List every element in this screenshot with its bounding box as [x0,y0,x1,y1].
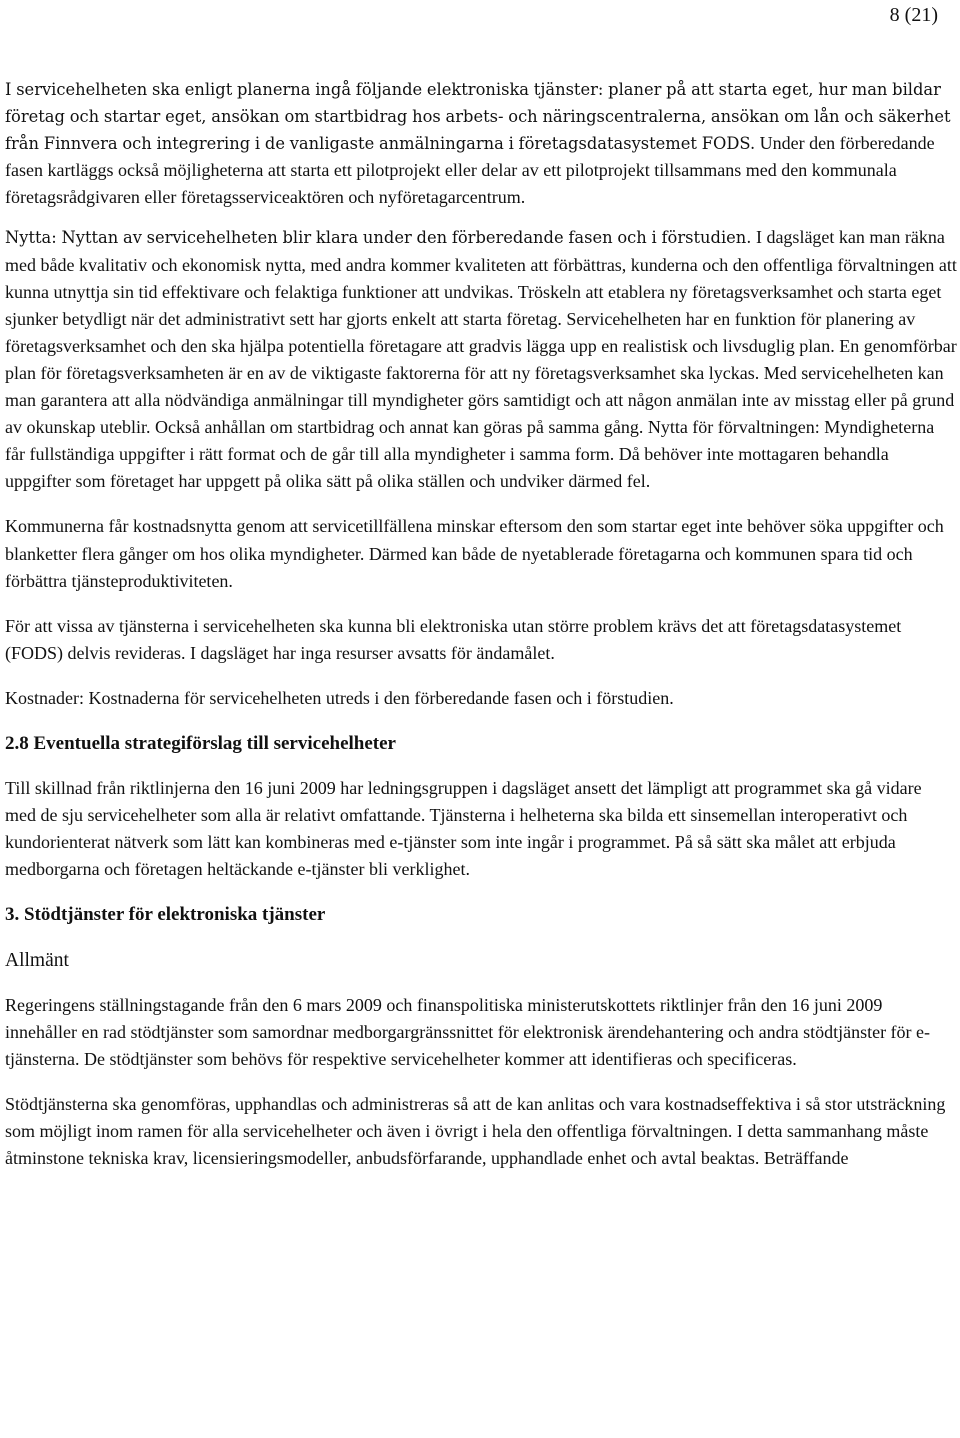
paragraph-eservices [5,76,957,211]
section-heading-3: 3. Stödtjänster för elektroniska tjänster [5,904,326,926]
paragraph-costs: Kostnader: Kostnaderna för servicehelheten utreds i den förberedande fasen och i förstudien. [5,687,674,708]
paragraph-eservices-pilot: Under den förberedande fasen kartläggs också möjligheterna att starta ett pilotprojekt eller delar av ett pilotprojekt tillsammans med den kommunala företagsrådgivaren eller företagsserviceaktören och nyföretagarcentrum. [5,133,935,208]
paragraph-strategy: Till skillnad från riktlinjerna den 16 juni 2009 har ledningsgruppen i dagsläget ansett det lämpligt att programmet ska gå vidare med de sju servicehelheter som alla är relativt omfattande. Tjänsterna i helheterna ska bilda ett sinsemellan interoperativt och kundorienterat nätverk som lätt kan kombineras med e-tjänster som inte ingår i programmet. På så sätt ska målet att erbjuda medborgarna och företagen heltäckande e-tjänster bli verklighet. [5,778,922,880]
subheading-allmant: Allmänt [5,949,69,971]
paragraph-benefit-details: I dagsläget kan man räkna med både kvalitativ och ekonomisk nytta, med andra kommer kvaliteten att förbättras, kunderna och den offentliga förvaltningen att kunna utnyttja sin tid effektivare och felaktiga funktioner att undvikas. Tröskeln att etablera ny företagsverksamhet och starta eget sjunker betydligt när det administrativt sett har gjorts enkelt att starta företag. Servicehelheten har en funktion för planering av företagsverksamhet och den ska hjälpa potentiella företagare att gradvis lägga upp en realistisk och livsduglig plan. En genomförbar plan för företagsverksamheten är en av de viktigaste faktorerna för att ny företagsverksamhet ska lyckas. Med servicehelheten kan man garantera att alla nödvändiga anmälningar till myndigheter görs samtidigt och att någon anmälan inte av misstag eller på grund av okunskap uteblir. Också anhållan om startbidrag och annat kan göras på samma gång. Nytta för förvaltningen: Myndigheterna får fullständiga uppgifter i rätt format och de går till alla myndigheter i samma form. Då behöver inte mottagaren behandla uppgifter som företaget har uppgett på olika sätt på olika ställen och undviker därmed fel. [5,227,957,492]
paragraph-eservices-intro: I servicehelheten ska enligt planerna ingå följande elektroniska tjänster: planer på att starta eget, hur man bildar företag och startar eget, ansökan om startbidrag hos arbets- och näringscentralerna, ansökan om lån och säkerhet från Finnvera och integrering i de vanligaste anmälningarna i företagsdatasystemet FODS. [5,80,951,154]
paragraph-support-services: Regeringens ställningstagande från den 6 mars 2009 och finanspolitiska ministerutskottets riktlinjer från den 16 juni 2009 innehåller en rad stödtjänster som samordnar medborgargränssnittet för elektronisk ärendehantering och andra stödtjänster för e-tjänsterna. De stödtjänster som behövs för respektive servicehelheter kommer att identifieras och specificeras. [5,994,931,1069]
paragraph-benefit [5,224,957,495]
paragraph-benefit-intro: Nytta: Nyttan av servicehelheten blir klara under den förberedande fasen och i förstudien. [5,228,752,248]
page-number: 8 (21) [889,4,938,26]
paragraph-support-procurement: Stödtjänsterna ska genomföras, upphandlas och administreras så att de kan anlitas och vara kostnadseffektiva i så stor utsträckning som möjligt inom ramen för alla servicehelheter och även i övrigt i hela den offentliga förvaltningen. I detta sammanhang måste åtminstone tekniska krav, licensieringsmodeller, anbudsförfarande, upphandlade enhet och avtal beaktas. Beträffande [5,1093,946,1169]
document-body [5,76,957,1172]
paragraph-fods-revision: För att vissa av tjänsterna i servicehelheten ska kunna bli elektroniska utan större problem krävs det att företagsdatasystemet (FODS) delvis revideras. I dagsläget har inga resurser avsatts för ändamålet. [5,615,902,663]
section-heading-2-8: 2.8 Eventuella strategiförslag till servicehelheter [5,732,396,754]
paragraph-municipal-benefit: Kommunerna får kostnadsnytta genom att servicetillfällena minskar eftersom den som startar eget inte behöver söka uppgifter och blanketter flera gånger om hos olika myndigheter. Därmed kan både de nyetablerade företagarna och kommunen spara tid och förbättra tjänsteproduktiviteten. [5,516,944,591]
